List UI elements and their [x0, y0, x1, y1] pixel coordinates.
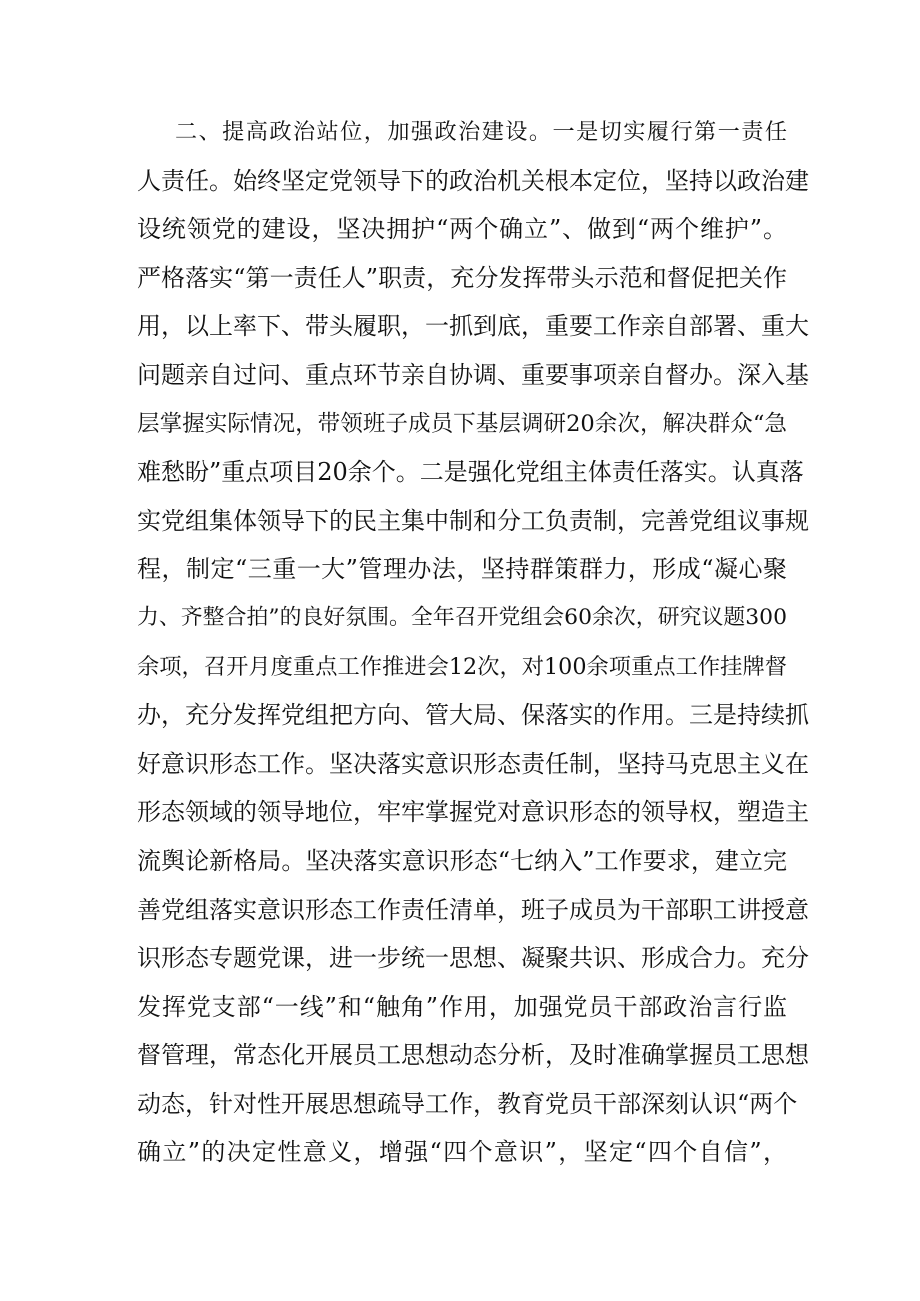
- paragraph-line: 识形态专题党课，进一步统一思想、凝聚共识、形成合力。充分: [137, 944, 809, 973]
- paragraph-line: 确立”的决定性意义，增强“四个意识”，坚定“四个自信”，: [137, 1138, 787, 1167]
- paragraph-line: 善党组落实意识形态工作责任清单，班子成员为干部职工讲授意: [137, 895, 809, 924]
- paragraph-line: 严格落实“第一责任人”职责，充分发挥带头示范和督促把关作: [137, 263, 787, 292]
- paragraph-line: 好意识形态工作。坚决落实意识形态责任制，坚持马克思主义在: [137, 749, 809, 778]
- paragraph-line: 督管理，常态化开展员工思想动态分析，及时准确掌握员工思想: [137, 1041, 809, 1070]
- paragraph-line: 办，充分发挥党组把方向、管大局、保落实的作用。三是持续抓: [137, 701, 809, 730]
- paragraph-line: 发挥党支部“一线”和“触角”作用，加强党员干部政治言行监: [137, 992, 787, 1021]
- paragraph-line: 形态领域的领导地位，牢牢掌握党对意识形态的领导权，塑造主: [137, 798, 809, 827]
- paragraph-line: 设统领党的建设，坚决拥护“两个确立”、做到“两个维护”。: [137, 215, 787, 244]
- paragraph-line: 层掌握实际情况，带领班子成员下基层调研20余次，解决群众“急: [137, 410, 787, 437]
- paragraph-line: 流舆论新格局。坚决落实意识形态“七纳入”工作要求，建立完: [137, 846, 787, 875]
- paragraph-line: 人责任。始终坚定党领导下的政治机关根本定位，坚持以政治建: [137, 166, 809, 195]
- paragraph-line: 实党组集体领导下的民主集中制和分工负责制，完善党组议事规: [137, 506, 809, 535]
- paragraph-line: 程，制定“三重一大”管理办法，坚持群策群力，形成“凝心聚: [137, 555, 787, 584]
- paragraph-line: 问题亲自过问、重点环节亲自协调、重要事项亲自督办。深入基: [137, 360, 809, 389]
- paragraph-line: 力、齐整合拍”的良好氛围。全年召开党组会60余次，研究议题300: [137, 604, 787, 630]
- paragraph-line: 难愁盼”重点项目20余个。二是强化党组主体责任落实。认真落: [137, 458, 804, 487]
- body-paragraph: [137, 108, 809, 1177]
- paragraph-line: 动态，针对性开展思想疏导工作，教育党员干部深刻认识“两个: [137, 1089, 798, 1118]
- paragraph-line: 用，以上率下、带头履职，一抓到底，重要工作亲自部署、重大: [137, 312, 809, 341]
- paragraph-line: 二、提高政治站位，加强政治建设。一是切实履行第一责任: [175, 119, 787, 145]
- paragraph-line: 余项，召开月度重点工作推进会12次，对100余项重点工作挂牌督: [137, 653, 787, 680]
